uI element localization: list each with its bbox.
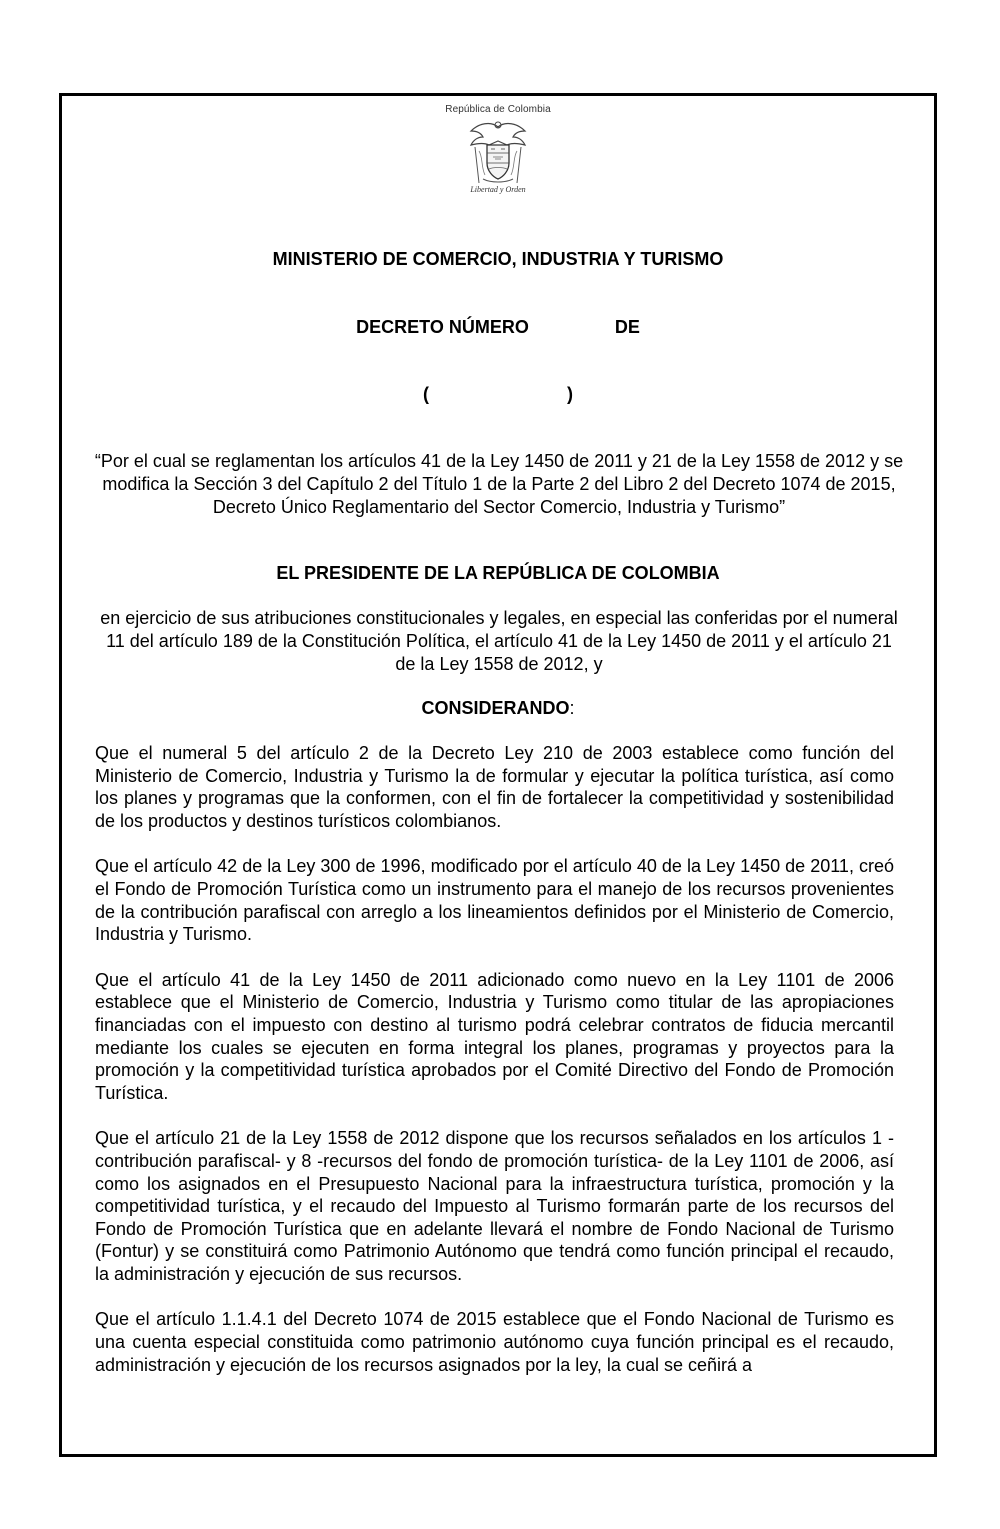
- consideration-paragraph: Que el artículo 41 de la Ley 1450 de 2011 adicionado como nuevo en la Ley 1101 de 2006 establece que el Ministerio de Comercio, Industria y Turismo como titular de las apropiaciones financiadas con el impuesto con destino al turismo podrá celebrar contratos de fiducia mercantil mediante los cuales se ejecuten en forma integral los planes, programas y proyectos para la promoción y la competitividad turística aprobados por el Comité Directivo del Fondo de Promoción Turística.: [95, 969, 894, 1103]
- considerations-body: [95, 742, 894, 1399]
- decree-title: “Por el cual se reglamentan los artículos 41 de la Ley 1450 de 2011 y 21 de la Ley 1558 de 2012 y se modifica la Sección 3 del Capítulo 2 del Título 1 de la Parte 2 del Libro 2 del Decreto 1074 de 2015, Decreto Único Reglamentario del Sector Comercio, Industria y Turismo”: [94, 451, 904, 517]
- decree-date-placeholder: [62, 384, 934, 405]
- decree-number-label: DECRETO NÚMERO: [356, 317, 529, 337]
- coat-of-arms-icon: [465, 117, 531, 187]
- considerando-heading: [62, 698, 934, 719]
- decree-de-label: DE: [614, 317, 640, 337]
- page-frame: [59, 93, 937, 1457]
- considerando-label: CONSIDERANDO: [421, 698, 570, 718]
- powers-clause: en ejercicio de sus atribuciones constitucionales y legales, en especial las conferidas por el numeral 11 del artículo 189 de la Constitución Política, el artículo 41 de la Ley 1450 de 2011 y el artículo 21 de la Ley 1558 de 2012, y: [100, 608, 898, 674]
- decree-number-line: [62, 317, 934, 338]
- ministry-heading: MINISTERIO DE COMERCIO, INDUSTRIA Y TURISMO: [272, 249, 724, 269]
- seal-motto-text: Libertad y Orden: [470, 185, 526, 194]
- paren-open: (: [423, 384, 429, 404]
- consideration-paragraph: Que el artículo 1.1.4.1 del Decreto 1074 de 2015 establece que el Fondo Nacional de Turismo es una cuenta especial constituida como patrimonio autónomo cuya función principal es el recaudo, administración y ejecución de los recursos asignados por la ley, la cual se ceñirá a: [95, 1309, 894, 1375]
- seal-country-text: República de Colombia: [445, 104, 551, 115]
- issuer-heading: EL PRESIDENTE DE LA REPÚBLICA DE COLOMBIA: [276, 563, 720, 583]
- considerando-colon: :: [569, 698, 575, 718]
- consideration-paragraph: Que el artículo 21 de la Ley 1558 de 2012 dispone que los recursos señalados en los artículos 1 -contribución parafiscal- y 8 -recursos del fondo de promoción turística- de la Ley 1101 de 2006, así como los asignados en el Presupuesto Nacional para la infraestructura turística, promoción y la competitividad turística, y el recaudo del Impuesto al Turismo formarán parte de los recursos del Fondo de Promoción Turística que en adelante llevará el nombre de Fondo Nacional de Turismo (Fontur) y se constituirá como Patrimonio Autónomo que tendrá como función principal el recaudo, la administración y ejecución de sus recursos.: [95, 1128, 894, 1284]
- consideration-paragraph: Que el artículo 42 de la Ley 300 de 1996, modificado por el artículo 40 de la Ley 1450 de 2011, creó el Fondo de Promoción Turística como un instrumento para el manejo de los recursos provenientes de la contribución parafiscal con arreglo a los lineamientos definidos por el Ministerio de Comercio, Industria y Turismo.: [95, 856, 894, 945]
- national-seal: [62, 104, 934, 194]
- paren-close: ): [567, 384, 573, 404]
- consideration-paragraph: Que el numeral 5 del artículo 2 de la Decreto Ley 210 de 2003 establece como función del Ministerio de Comercio, Industria y Turismo la de formular y ejecutar la política turística, así como los planes y programas que la conformen, con el fin de fortalecer la competitividad y sostenibilidad de los productos y destinos turísticos colombianos.: [95, 743, 894, 831]
